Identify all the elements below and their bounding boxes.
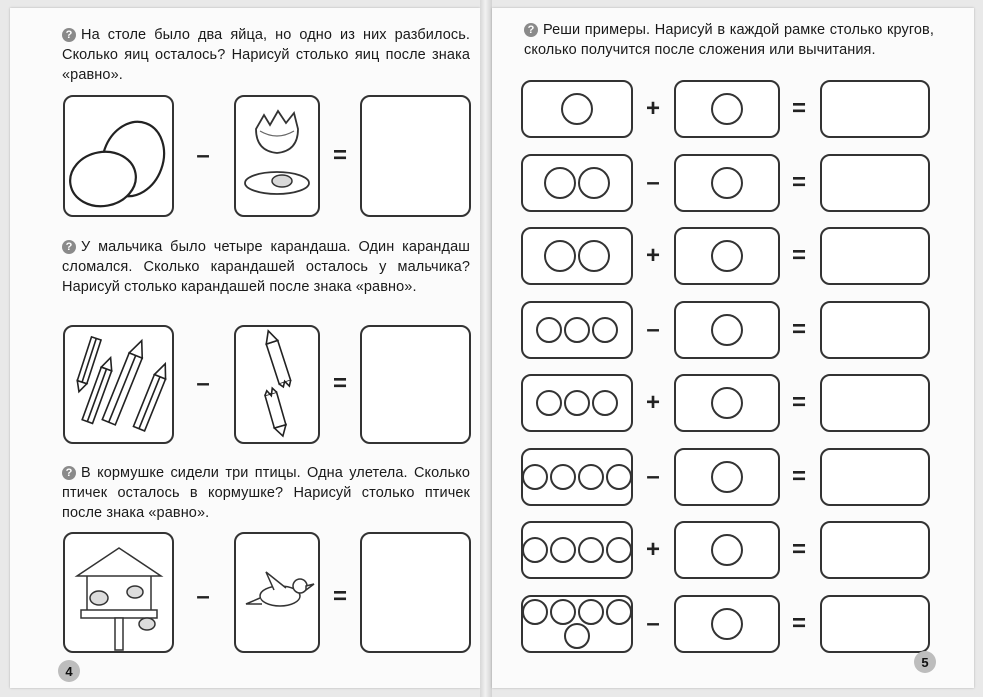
equals-sign: = bbox=[791, 242, 806, 269]
circle bbox=[711, 314, 743, 346]
minus-sign: – bbox=[646, 462, 660, 490]
operand-frame-left bbox=[521, 154, 633, 212]
answer-frame-pencils[interactable] bbox=[360, 325, 471, 444]
operand-frame-right bbox=[674, 227, 780, 285]
answer-frame[interactable] bbox=[820, 595, 930, 653]
broken-egg-frame bbox=[234, 95, 320, 217]
eggs-two-frame bbox=[63, 95, 174, 217]
circle bbox=[561, 93, 593, 125]
task-examples-text: ? Реши примеры. Нарисуй в каждой рамке столько кругов, сколько получится после сложения или вычитания. bbox=[524, 22, 934, 58]
equals-sign: = bbox=[791, 462, 806, 490]
circle bbox=[711, 387, 743, 419]
broken-pencil-icon bbox=[236, 327, 318, 442]
bird-feeder-frame bbox=[63, 532, 174, 653]
answer-frame[interactable] bbox=[820, 154, 930, 212]
operand-frame-left bbox=[521, 374, 633, 432]
pencils-four-frame bbox=[63, 325, 174, 444]
circle bbox=[564, 390, 590, 416]
circle bbox=[606, 537, 632, 563]
minus-sign: – bbox=[196, 583, 210, 610]
circle bbox=[550, 464, 576, 490]
question-icon: ? bbox=[524, 23, 538, 37]
operand-frame-left bbox=[521, 448, 633, 506]
flying-bird-frame bbox=[234, 532, 320, 653]
circle bbox=[711, 534, 743, 566]
circle bbox=[606, 599, 632, 625]
operand-frame-left bbox=[521, 521, 633, 579]
plus-sign: + bbox=[645, 536, 660, 563]
operand-frame-left bbox=[521, 301, 633, 359]
minus-sign: – bbox=[196, 142, 210, 169]
book-gutter bbox=[480, 0, 492, 697]
answer-frame-eggs[interactable] bbox=[360, 95, 471, 217]
task-pencils-text: ? У мальчика было четыре карандаша. Один карандаш сломался. Сколько карандашей осталось у мальчика? Нарисуй столько карандашей после знака «равно». bbox=[62, 239, 470, 295]
answer-frame[interactable] bbox=[820, 227, 930, 285]
task-eggs-text: ? На столе было два яйца, но одно из них разбилось. Сколько яиц осталось? Нарисуй столько яиц после знака «равно». bbox=[62, 27, 470, 83]
circle bbox=[550, 599, 576, 625]
task-birds-text: ? В кормушке сидели три птицы. Одна улетела. Сколько птичек осталось в кормушке? Нарисуй столько птичек после знака «равно». bbox=[62, 465, 470, 521]
operand-frame-right bbox=[674, 448, 780, 506]
operand-frame-right bbox=[674, 80, 780, 138]
operand-frame-right bbox=[674, 595, 780, 653]
circle bbox=[522, 599, 548, 625]
circle bbox=[578, 599, 604, 625]
bird-feeder-icon bbox=[65, 534, 173, 651]
minus-sign: – bbox=[646, 168, 660, 196]
circle bbox=[536, 390, 562, 416]
circle bbox=[522, 537, 548, 563]
equals-sign: = bbox=[791, 389, 806, 416]
answer-frame-birds[interactable] bbox=[360, 532, 471, 653]
circle bbox=[711, 240, 743, 272]
plus-sign: + bbox=[645, 389, 660, 416]
equals-sign: = bbox=[332, 142, 347, 169]
answer-frame[interactable] bbox=[820, 521, 930, 579]
equals-sign: = bbox=[791, 609, 806, 637]
plus-sign: + bbox=[645, 242, 660, 269]
circle bbox=[711, 167, 743, 199]
page-number-right: 5 bbox=[914, 651, 936, 673]
equals-sign: = bbox=[791, 168, 806, 196]
operand-frame-right bbox=[674, 521, 780, 579]
answer-frame[interactable] bbox=[820, 448, 930, 506]
four-pencils-icon bbox=[65, 327, 173, 442]
operand-frame-left bbox=[521, 595, 633, 653]
circle bbox=[550, 537, 576, 563]
plus-sign: + bbox=[645, 95, 660, 122]
circle bbox=[578, 167, 610, 199]
broken-egg-icon bbox=[236, 97, 318, 215]
operand-frame-right bbox=[674, 374, 780, 432]
operand-frame-left bbox=[521, 227, 633, 285]
circle bbox=[606, 464, 632, 490]
circle bbox=[711, 608, 743, 640]
flying-bird-icon bbox=[236, 534, 318, 651]
operand-frame-left bbox=[521, 80, 633, 138]
circle bbox=[522, 464, 548, 490]
question-icon: ? bbox=[62, 240, 76, 254]
answer-frame[interactable] bbox=[820, 374, 930, 432]
minus-sign: – bbox=[646, 315, 660, 343]
question-icon: ? bbox=[62, 28, 76, 42]
circle bbox=[564, 623, 590, 649]
circle bbox=[564, 317, 590, 343]
question-icon: ? bbox=[62, 466, 76, 480]
circle bbox=[578, 464, 604, 490]
operand-frame-right bbox=[674, 301, 780, 359]
circle bbox=[592, 390, 618, 416]
two-eggs-icon bbox=[65, 97, 173, 215]
page-number-left: 4 bbox=[58, 660, 80, 682]
equals-sign: = bbox=[791, 315, 806, 343]
answer-frame[interactable] bbox=[820, 80, 930, 138]
circle bbox=[711, 461, 743, 493]
circle bbox=[711, 93, 743, 125]
operand-frame-right bbox=[674, 154, 780, 212]
answer-frame[interactable] bbox=[820, 301, 930, 359]
circle bbox=[578, 537, 604, 563]
minus-sign: – bbox=[646, 609, 660, 637]
circle bbox=[592, 317, 618, 343]
equals-sign: = bbox=[332, 583, 347, 610]
equals-sign: = bbox=[791, 95, 806, 122]
circle bbox=[544, 240, 576, 272]
circle bbox=[544, 167, 576, 199]
equals-sign: = bbox=[332, 370, 347, 397]
circle bbox=[578, 240, 610, 272]
minus-sign: – bbox=[196, 370, 210, 397]
broken-pencil-frame bbox=[234, 325, 320, 444]
equals-sign: = bbox=[791, 536, 806, 563]
circle bbox=[536, 317, 562, 343]
